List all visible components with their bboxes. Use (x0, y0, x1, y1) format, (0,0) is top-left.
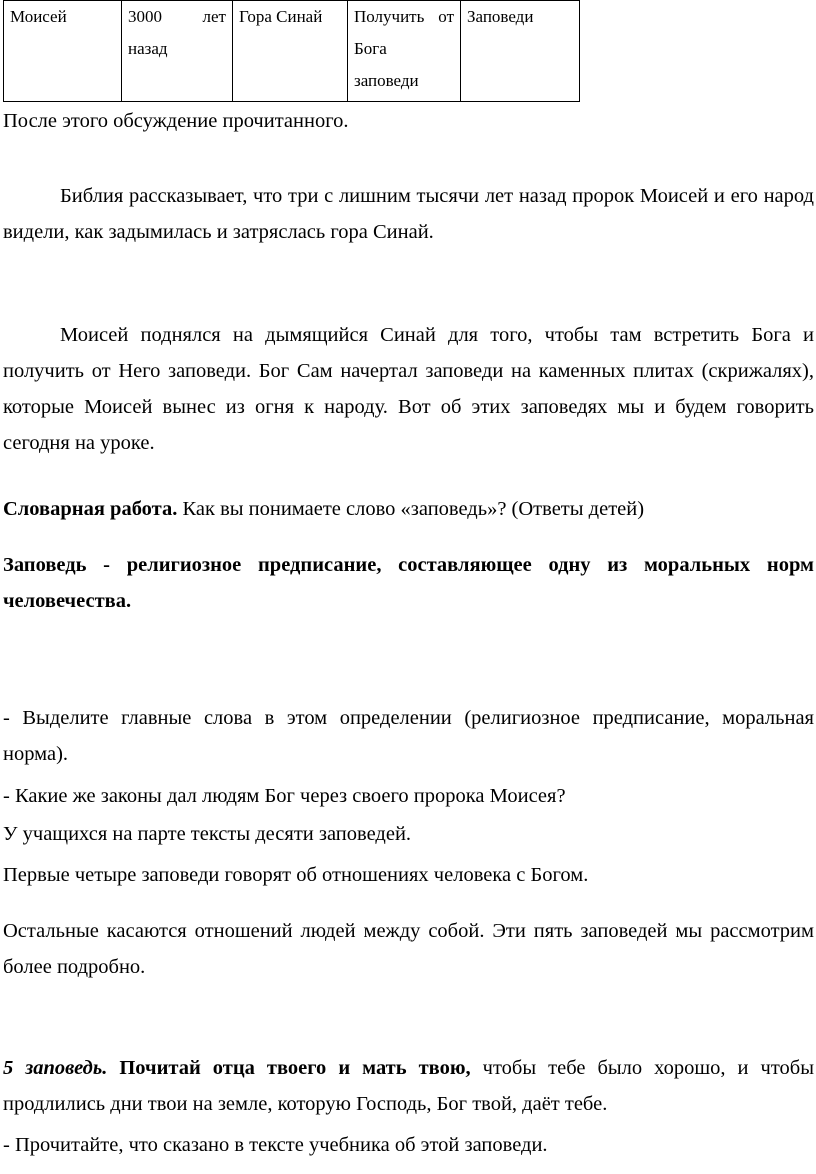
info-table (3, 0, 580, 102)
paragraph-remaining: Остальные касаются отношений людей между собой. Эти пять заповедей мы рассмотрим более подробно. (3, 920, 814, 978)
commandment-rest: чтобы тебе было хорошо, и чтобы продлились дни твои на земле, которую Господь, Бог твой, даёт тебе. (3, 1057, 814, 1115)
paragraph-read-textbook: - Прочитайте, что сказано в тексте учебника об этой заповеди. (3, 1134, 548, 1156)
paragraph-bible: Библия рассказывает, что три с лишним тысячи лет назад пророк Моисей и его народ видели, как задымилась и затряслась гора Синай. (3, 185, 814, 243)
table-cell-purpose: Получить от Бога заповеди (348, 1, 461, 102)
paragraph-laws-question: - Какие же законы дал людям Бог через своего пророка Моисея? (3, 785, 566, 807)
paragraph-moses: Моисей поднялся на дымящийся Синай для того, чтобы там встретить Бога и получить от Него заповеди. Бог Сам начертал заповеди на каменных плитах (скрижалях), которые Моисей вынес из огня к народу. Вот об этих заповедях мы и будем говорить сегодня на уроке. (3, 324, 814, 454)
table-cell-result: Заповеди (461, 1, 580, 102)
table-row (4, 1, 580, 102)
paragraph-student-texts: У учащихся на парте тексты десяти заповедей. (3, 823, 412, 845)
table-cell-place: Гора Синай (233, 1, 348, 102)
table-cell-time: 3000 лет назад (122, 1, 233, 102)
paragraph-fifth-commandment (3, 1050, 814, 1122)
paragraph-first-four: Первые четыре заповеди говорят об отношениях человека с Богом. (3, 864, 589, 886)
commandment-text: Почитай отца твоего и мать твою, (107, 1057, 471, 1079)
commandment-number: 5 заповедь. (3, 1057, 108, 1079)
table-cell-person: Моисей (4, 1, 122, 102)
paragraph-discussion: После этого обсуждение прочитанного. (3, 110, 349, 132)
vocabulary-question: Как вы понимаете слово «заповедь»? (Ответы детей) (177, 498, 645, 520)
paragraph-definition: Заповедь - религиозное предписание, составляющее одну из моральных норм человечества. (3, 554, 814, 612)
vocabulary-label: Словарная работа. (3, 498, 178, 520)
paragraph-vocabulary (3, 491, 814, 527)
paragraph-highlight-words: - Выделите главные слова в этом определении (религиозное предписание, моральная норма). (3, 707, 814, 765)
